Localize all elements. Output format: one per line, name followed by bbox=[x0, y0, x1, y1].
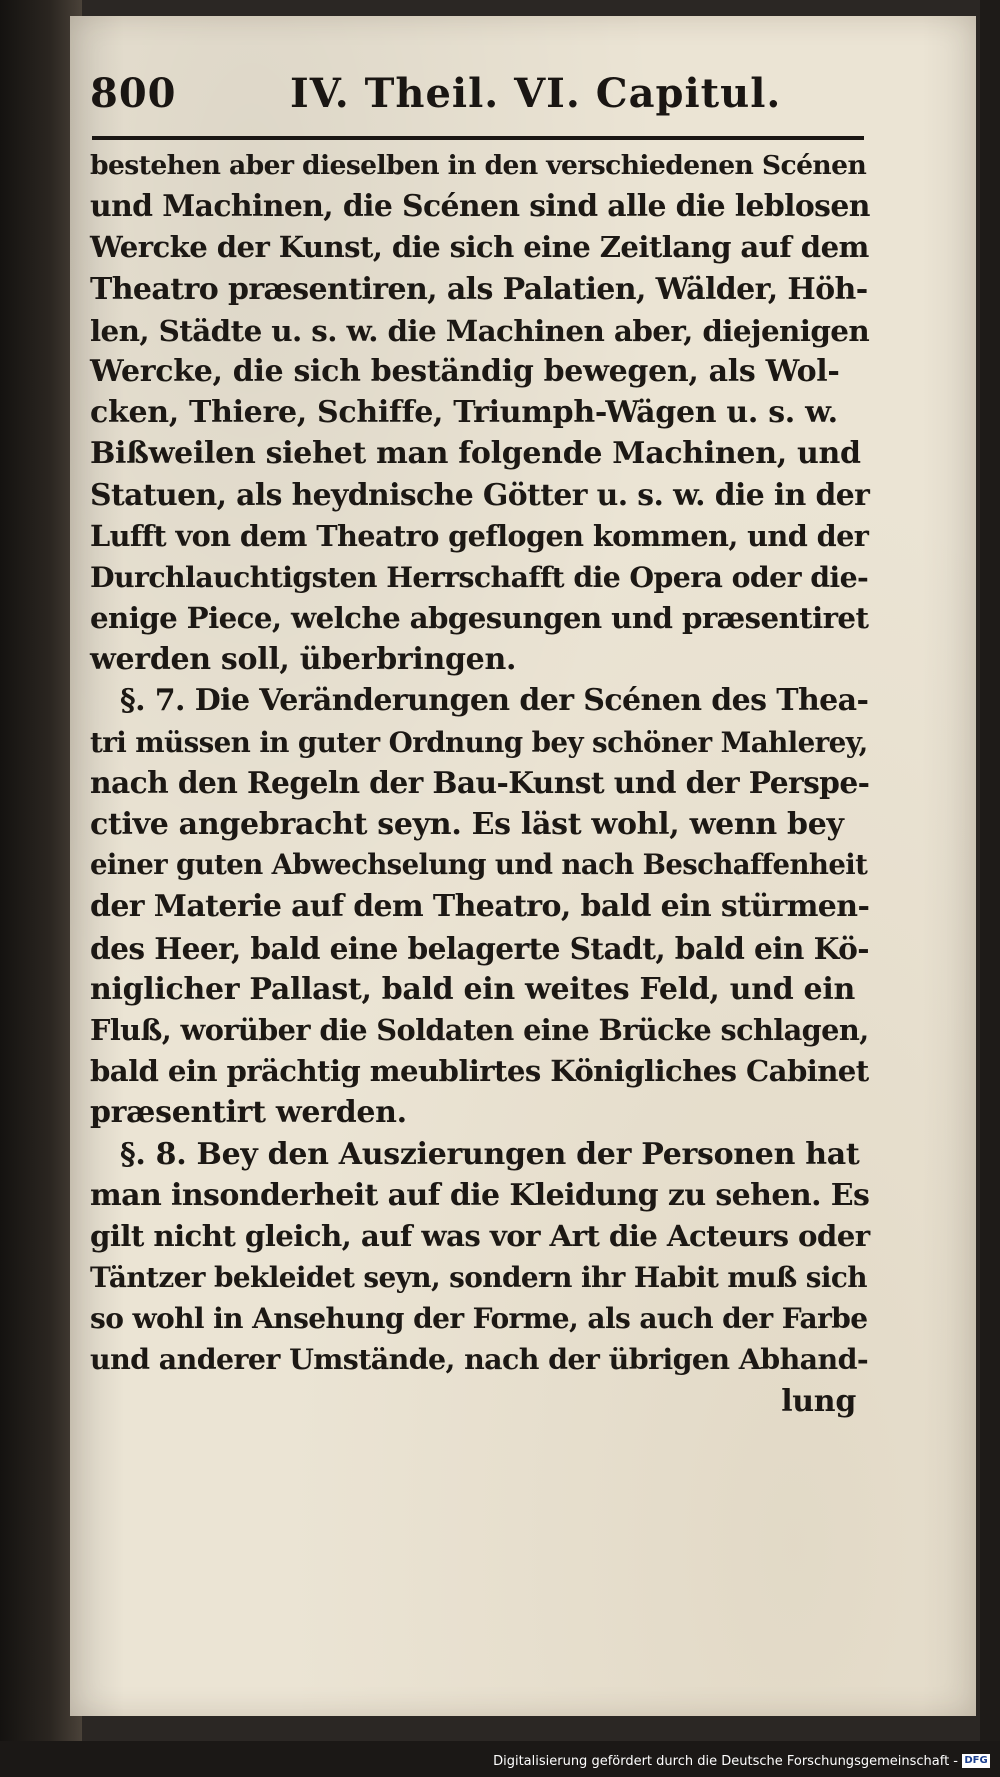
page-number: 800 bbox=[90, 70, 177, 117]
text-line: und Machinen, die Scénen sind alle die leblosen bbox=[90, 189, 870, 225]
text-line: bald ein prächtig meublirtes Königliches Cabinet bbox=[90, 1054, 869, 1089]
text-line: bestehen aber dieselben in den verschiedenen Scénen bbox=[90, 150, 867, 181]
text-line: des Heer, bald eine belagerte Stadt, bald ein Kö- bbox=[90, 930, 869, 966]
text-line: einer guten Abwechselung und nach Beschaffenheit bbox=[90, 849, 868, 882]
scan-border-right bbox=[980, 0, 1000, 1777]
text-line: lung bbox=[781, 1383, 856, 1419]
text-line: §. 7. Die Veränderungen der Scénen des Thea- bbox=[120, 683, 869, 719]
text-line: Fluß, worüber die Soldaten eine Brücke schlagen, bbox=[90, 1012, 869, 1047]
text-line: cken, Thiere, Schiffe, Triumph-Wägen u. s. w. bbox=[90, 395, 838, 431]
text-line: man insonderheit auf die Kleidung zu sehen. Es bbox=[90, 1177, 870, 1213]
page-header bbox=[90, 70, 870, 130]
text-line: niglicher Pallast, bald ein weites Feld, und ein bbox=[90, 971, 855, 1007]
text-line: der Materie auf dem Theatro, bald ein stürmen- bbox=[90, 889, 870, 925]
text-line: Lufft von dem Theatro geflogen kommen, und der bbox=[90, 518, 869, 553]
text-line: werden soll, überbringen. bbox=[90, 642, 517, 678]
text-line: præsentirt werden. bbox=[90, 1095, 407, 1131]
text-line: Täntzer bekleidet seyn, sondern ihr Habit muß sich bbox=[90, 1261, 867, 1295]
dfg-logo: DFG bbox=[962, 1754, 990, 1768]
text-line: Theatro præsentiren, als Palatien, Wälder, Höh- bbox=[90, 271, 868, 307]
text-line: len, Städte u. s. w. die Machinen aber, diejenigen bbox=[90, 312, 870, 348]
text-line: nach den Regeln der Bau-Kunst und der Perspe- bbox=[90, 765, 870, 801]
footer-band bbox=[0, 1741, 1000, 1777]
text-line: Wercke, die sich beständig bewegen, als Wol- bbox=[90, 353, 840, 389]
text-line: Bißweilen siehet man folgende Machinen, und bbox=[90, 436, 861, 472]
text-line: so wohl in Ansehung der Forme, als auch der Farbe bbox=[90, 1302, 868, 1336]
body-text bbox=[90, 145, 870, 1422]
text-line: ctive angebracht seyn. Es läst wohl, wenn bey bbox=[90, 807, 844, 842]
text-line: gilt nicht gleich, auf was vor Art die Acteurs oder bbox=[90, 1218, 870, 1253]
funding-credit: Digitalisierung gefördert durch die Deutsche Forschungsgemeinschaft - bbox=[493, 1754, 958, 1769]
text-line: enige Piece, welche abgesungen und præsentiret bbox=[90, 601, 869, 636]
header-rule bbox=[92, 136, 864, 140]
text-line: tri müssen in guter Ordnung bey schöner Mahlerey, bbox=[90, 725, 868, 759]
text-line: Statuen, als heydnische Götter u. s. w. die in der bbox=[90, 477, 870, 513]
text-line: Durchlauchtigsten Herrschafft die Opera oder die- bbox=[90, 559, 869, 594]
text-line: und anderer Umstände, nach der übrigen Abhand- bbox=[90, 1342, 869, 1377]
text-line: Wercke der Kunst, die sich eine Zeitlang auf dem bbox=[90, 230, 869, 265]
text-line: §. 8. Bey den Auszierungen der Personen hat bbox=[120, 1136, 860, 1172]
running-head: IV. Theil. VI. Capitul. bbox=[290, 70, 782, 117]
